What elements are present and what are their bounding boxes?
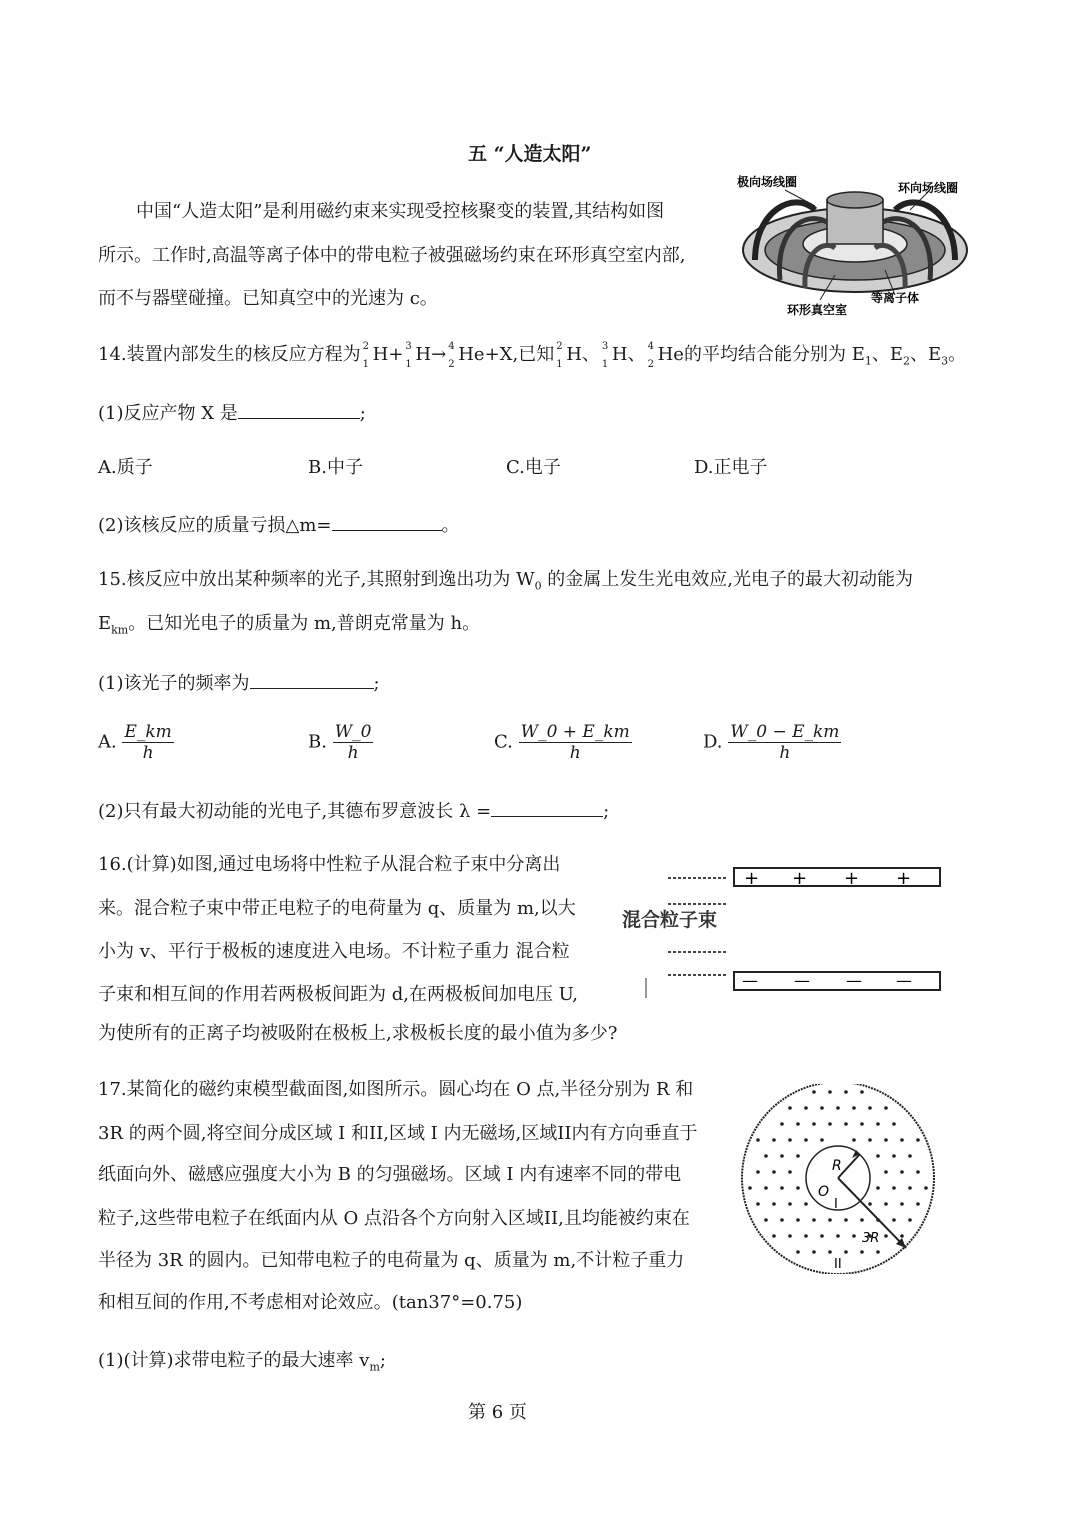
q15-option-b: B. $\frac{W\_0}{h}$ xyxy=(308,722,372,763)
field-dot xyxy=(796,1154,800,1158)
q14-option-a: A.质子 xyxy=(98,457,153,478)
field-dot xyxy=(884,1106,888,1110)
field-dot xyxy=(892,1122,896,1126)
field-dot xyxy=(796,1122,800,1126)
field-dot xyxy=(756,1202,760,1206)
field-dot xyxy=(852,1138,856,1142)
field-dot xyxy=(820,1138,824,1142)
field-dot xyxy=(756,1138,760,1142)
q16-line-1: 16.(计算)如图,通过电场将中性粒子从混合粒子束中分离出 xyxy=(98,854,561,875)
q14-option-b: B.中子 xyxy=(308,457,363,478)
nuclide-tritium: 3 1 H xyxy=(405,341,432,370)
intro-line-2: 所示。工作时,高温等离子体中的带电粒子被强磁场约束在环形真空室内部, xyxy=(98,245,686,266)
field-dot xyxy=(868,1106,872,1110)
label-region-II: II xyxy=(834,1257,842,1272)
field-dot xyxy=(756,1170,760,1174)
q15-part2: (2)只有最大初动能的光电子,其德布罗意波长 λ = ; xyxy=(98,798,609,824)
field-dot xyxy=(828,1250,832,1254)
field-dot xyxy=(844,1122,848,1126)
intro-line-3: 而不与器壁碰撞。已知真空中的光速为 c。 xyxy=(98,288,438,309)
q15-line-1: 15.核反应中放出某种频率的光子,其照射到逸出功为 $W_0$ 的金属上发生光电效应,光电子的最大初动能为 xyxy=(98,569,914,593)
minus-sign-1: — xyxy=(742,971,758,990)
field-dot xyxy=(860,1090,864,1094)
mixed-beam-label: 混合粒子束 xyxy=(622,909,718,931)
q14-stem: 14.装置内部发生的核反应方程为 2 1 H+ 3 1 H→ 4 2 He+X,已知 2 1 H、 3 1 H、 4 2 He的平均结合能分别为 $E_1$、$E_2$、$E_3$。 xyxy=(98,341,967,370)
q16-line-3: 小为 v、平行于极板的速度进入电场。不计粒子重力 混合粒 xyxy=(98,941,570,962)
q14-option-c: C.电子 xyxy=(506,457,561,478)
field-dot xyxy=(884,1170,888,1174)
field-dot xyxy=(916,1202,920,1206)
minus-sign-2: — xyxy=(794,971,810,990)
field-dot xyxy=(868,1138,872,1142)
field-dot xyxy=(892,1186,896,1190)
field-dot xyxy=(924,1186,928,1190)
q14-answer-blank-1[interactable] xyxy=(238,400,360,419)
field-dot xyxy=(812,1250,816,1254)
magnetic-field-figure xyxy=(738,1084,938,1274)
field-dot xyxy=(868,1202,872,1206)
field-dot xyxy=(764,1218,768,1222)
field-dot xyxy=(844,1218,848,1222)
plus-sign-2: + xyxy=(792,868,808,889)
q15-answer-blank-1[interactable] xyxy=(250,670,374,689)
field-dot xyxy=(780,1186,784,1190)
field-dot xyxy=(852,1234,856,1238)
field-dot xyxy=(780,1154,784,1158)
q15-answer-blank-2[interactable] xyxy=(491,798,603,817)
plus-sign-3: + xyxy=(844,868,860,889)
nuclide-deuterium: 2 1 H xyxy=(362,341,389,370)
field-dot xyxy=(876,1186,880,1190)
field-dot xyxy=(876,1154,880,1158)
field-dot xyxy=(804,1138,808,1142)
label-toroidal-coil: 环向场线圈 xyxy=(898,181,959,195)
minus-sign-3: — xyxy=(846,971,862,990)
field-dot xyxy=(836,1106,840,1110)
q15-line-2: $E_{km}$。已知光电子的质量为 m,普朗克常量为 h。 xyxy=(98,613,481,637)
q16-plates-figure xyxy=(618,858,948,998)
field-dot xyxy=(860,1218,864,1222)
q17-line-5: 半径为 3R 的圆内。已知带电粒子的电荷量为 q、质量为 m,不计粒子重力 xyxy=(98,1250,685,1271)
q16-line-4: 子束和相互间的作用若两极板间距为 d,在两极板间加电压 U, xyxy=(98,984,578,1005)
field-dot xyxy=(820,1106,824,1110)
field-dot xyxy=(804,1106,808,1110)
field-dot xyxy=(772,1234,776,1238)
q17-line-2: 3R 的两个圆,将空间分成区域 I 和II,区域 I 内无磁场,区域II内有方向垂直于 xyxy=(98,1123,698,1144)
q15-option-a: A. $\frac{E\_km}{h}$ xyxy=(98,722,172,763)
label-vacuum-chamber: 环形真空室 xyxy=(787,303,848,317)
q17-part1: (1)(计算)求带电粒子的最大速率 $v_m$; xyxy=(98,1350,386,1374)
field-dot xyxy=(764,1186,768,1190)
field-dot xyxy=(772,1202,776,1206)
field-dot xyxy=(884,1202,888,1206)
field-dot xyxy=(748,1186,752,1190)
label-R: R xyxy=(832,1158,842,1174)
page-number: 第 6 页 xyxy=(468,1402,527,1423)
field-dot xyxy=(900,1138,904,1142)
field-dot xyxy=(876,1250,880,1254)
field-dot xyxy=(812,1090,816,1094)
field-dot xyxy=(804,1202,808,1206)
field-dot xyxy=(788,1170,792,1174)
label-O: O xyxy=(818,1184,830,1200)
field-dot xyxy=(916,1170,920,1174)
nuclide-helium: 4 2 He xyxy=(448,341,485,370)
field-dot xyxy=(860,1122,864,1126)
field-dot xyxy=(908,1218,912,1222)
q14-option-d: D.正电子 xyxy=(694,457,768,478)
q17-line-1: 17.某简化的磁约束模型截面图,如图所示。圆心均在 O 点,半径分别为 R 和 xyxy=(98,1079,694,1100)
field-dot xyxy=(828,1218,832,1222)
field-dot xyxy=(788,1106,792,1110)
q16-line-2: 来。混合粒子束中带正电粒子的电荷量为 q、质量为 m,以大 xyxy=(98,898,576,919)
field-dot xyxy=(788,1234,792,1238)
field-dot xyxy=(796,1186,800,1190)
field-dot xyxy=(876,1122,880,1126)
q15-option-c: C. $\frac{W\_0 + E\_km}{h}$ xyxy=(494,722,630,763)
field-dot xyxy=(900,1234,904,1238)
q17-line-3: 纸面向外、磁感应强度大小为 B 的匀强磁场。区域 I 内有速率不同的带电 xyxy=(98,1164,682,1185)
field-dot xyxy=(884,1234,888,1238)
field-dot xyxy=(860,1250,864,1254)
field-dot xyxy=(852,1106,856,1110)
field-dot xyxy=(772,1170,776,1174)
field-dot xyxy=(844,1250,848,1254)
label-poloidal-coil: 极向场线圈 xyxy=(737,175,798,189)
plus-sign-4: + xyxy=(896,868,912,889)
label-plasma: 等离子体 xyxy=(871,291,920,305)
minus-sign-4: — xyxy=(896,971,912,990)
plus-sign-1: + xyxy=(744,868,760,889)
q14-part2: (2)该核反应的质量亏损△m= 。 xyxy=(98,512,460,538)
field-dot xyxy=(796,1218,800,1222)
section-title: 五 “人造太阳” xyxy=(468,143,592,165)
label-3R: 3R xyxy=(862,1231,880,1246)
q14-part1: (1)反应产物 X 是 ; xyxy=(98,400,366,426)
field-dot xyxy=(900,1202,904,1206)
field-dot xyxy=(828,1122,832,1126)
tokamak-figure xyxy=(735,170,975,320)
field-dot xyxy=(772,1138,776,1142)
field-dot xyxy=(764,1154,768,1158)
field-dot xyxy=(884,1138,888,1142)
field-dot xyxy=(908,1154,912,1158)
field-dot xyxy=(820,1234,824,1238)
field-dot xyxy=(788,1202,792,1206)
q14-answer-blank-2[interactable] xyxy=(332,512,442,531)
field-dot xyxy=(900,1170,904,1174)
field-dot xyxy=(796,1250,800,1254)
field-dot xyxy=(812,1218,816,1222)
field-dot xyxy=(788,1138,792,1142)
field-dot xyxy=(892,1218,896,1222)
q16-line-5: 为使所有的正离子均被吸附在极板上,求极板长度的最小值为多少? xyxy=(98,1023,618,1044)
field-dot xyxy=(828,1090,832,1094)
q15-option-d: D. $\frac{W\_0 - E\_km}{h}$ xyxy=(703,722,840,763)
field-dot xyxy=(836,1234,840,1238)
field-dot xyxy=(780,1122,784,1126)
field-dot xyxy=(812,1122,816,1126)
label-region-I: I xyxy=(834,1197,838,1212)
q17-line-6: 和相互间的作用,不考虑相对论效应。(tan37°=0.75) xyxy=(98,1292,523,1313)
q15-part1: (1)该光子的频率为 ; xyxy=(98,670,380,696)
q14-prefix: 14.装置内部发生的核反应方程为 xyxy=(98,344,361,365)
field-dot xyxy=(892,1154,896,1158)
q17-line-4: 粒子,这些带电粒子在纸面内从 O 点沿各个方向射入区域II,且均能被约束在 xyxy=(98,1208,690,1229)
field-dot xyxy=(916,1138,920,1142)
field-dot xyxy=(908,1186,912,1190)
field-dot xyxy=(804,1234,808,1238)
field-dot xyxy=(844,1090,848,1094)
field-dot xyxy=(780,1218,784,1222)
intro-line-1: 中国“人造太阳”是利用磁约束来实现受控核聚变的装置,其结构如图 xyxy=(136,201,665,222)
